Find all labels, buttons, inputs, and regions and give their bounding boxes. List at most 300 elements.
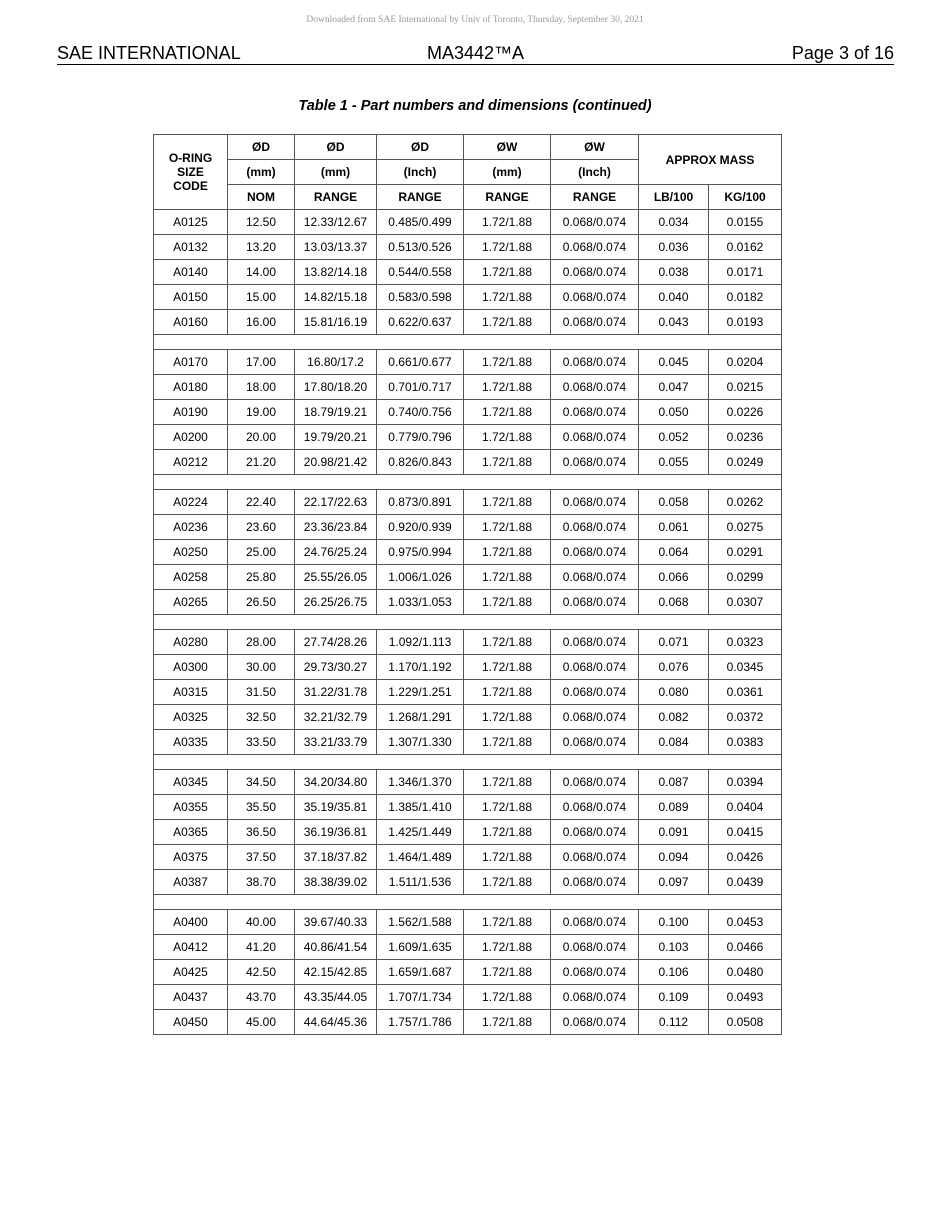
table-cell: 34.20/34.80 <box>295 770 377 795</box>
table-cell: 0.068/0.074 <box>551 845 639 870</box>
col-header-w-range-mm-symbol: ØW <box>464 135 551 160</box>
table-cell: 0.094 <box>639 845 709 870</box>
table-cell: 1.385/1.410 <box>377 795 464 820</box>
table-cell: 1.72/1.88 <box>464 590 551 615</box>
table-cell: 0.055 <box>639 450 709 475</box>
table-row <box>154 210 782 235</box>
table-cell: 0.068/0.074 <box>551 310 639 335</box>
table-cell: 0.068/0.074 <box>551 515 639 540</box>
table-row <box>154 515 782 540</box>
table-cell: 1.72/1.88 <box>464 490 551 515</box>
table-cell: 0.068/0.074 <box>551 870 639 895</box>
table-cell: 0.064 <box>639 540 709 565</box>
col-header-mass-lb: LB/100 <box>639 185 709 210</box>
table-cell: 43.70 <box>228 985 295 1010</box>
table-cell: 0.0394 <box>709 770 782 795</box>
table-cell: A0412 <box>154 935 228 960</box>
table-cell: 13.20 <box>228 235 295 260</box>
table-cell: 0.068/0.074 <box>551 910 639 935</box>
col-header-od-range-inch-symbol: ØD <box>377 135 464 160</box>
table-cell: 0.052 <box>639 425 709 450</box>
table-cell: 20.00 <box>228 425 295 450</box>
table-cell: 1.72/1.88 <box>464 795 551 820</box>
table-cell: 0.068/0.074 <box>551 630 639 655</box>
table-cell: 0.036 <box>639 235 709 260</box>
table-cell: 0.0372 <box>709 705 782 730</box>
table-cell: 0.0508 <box>709 1010 782 1035</box>
table-row <box>154 285 782 310</box>
table-cell: 0.047 <box>639 375 709 400</box>
group-separator-row <box>154 895 782 910</box>
table-row <box>154 655 782 680</box>
table-cell: 36.50 <box>228 820 295 845</box>
table-cell: 0.091 <box>639 820 709 845</box>
table-cell: 17.00 <box>228 350 295 375</box>
table-cell: 13.82/14.18 <box>295 260 377 285</box>
col-header-w-range-mm-unit: (mm) <box>464 160 551 185</box>
table-cell: 39.67/40.33 <box>295 910 377 935</box>
table-cell: 0.0236 <box>709 425 782 450</box>
table-cell: 0.038 <box>639 260 709 285</box>
table-cell: 0.583/0.598 <box>377 285 464 310</box>
table-cell: 0.0361 <box>709 680 782 705</box>
table-cell: 1.72/1.88 <box>464 540 551 565</box>
table-cell: 0.622/0.637 <box>377 310 464 335</box>
table-row <box>154 630 782 655</box>
table-cell: 22.17/22.63 <box>295 490 377 515</box>
table-cell: A0200 <box>154 425 228 450</box>
table-cell: A0170 <box>154 350 228 375</box>
table-row <box>154 540 782 565</box>
table-cell: A0265 <box>154 590 228 615</box>
table-row <box>154 705 782 730</box>
table-cell: 1.609/1.635 <box>377 935 464 960</box>
table-cell: A0387 <box>154 870 228 895</box>
table-cell: 0.068/0.074 <box>551 985 639 1010</box>
table-cell: A0150 <box>154 285 228 310</box>
table-cell: 1.72/1.88 <box>464 350 551 375</box>
col-header-w-range-inch-type: RANGE <box>551 185 639 210</box>
table-cell: 42.15/42.85 <box>295 960 377 985</box>
table-cell: 30.00 <box>228 655 295 680</box>
table-cell: 0.066 <box>639 565 709 590</box>
table-cell: 1.170/1.192 <box>377 655 464 680</box>
table-cell: 14.00 <box>228 260 295 285</box>
table-cell: A0160 <box>154 310 228 335</box>
table-cell: 29.73/30.27 <box>295 655 377 680</box>
table-cell: A0125 <box>154 210 228 235</box>
table-cell: 1.72/1.88 <box>464 565 551 590</box>
table-cell: 1.72/1.88 <box>464 770 551 795</box>
table-cell: 0.061 <box>639 515 709 540</box>
table-cell: 1.033/1.053 <box>377 590 464 615</box>
table-cell: 0.106 <box>639 960 709 985</box>
table-cell: 21.20 <box>228 450 295 475</box>
col-header-od-nom-type: NOM <box>228 185 295 210</box>
table-row <box>154 770 782 795</box>
table-row <box>154 910 782 935</box>
table-cell: 0.740/0.756 <box>377 400 464 425</box>
table-cell: 36.19/36.81 <box>295 820 377 845</box>
table-cell: 0.0291 <box>709 540 782 565</box>
table-row <box>154 680 782 705</box>
col-header-w-range-inch-symbol: ØW <box>551 135 639 160</box>
table-cell: A0190 <box>154 400 228 425</box>
table-cell: 37.18/37.82 <box>295 845 377 870</box>
table-cell: 0.0404 <box>709 795 782 820</box>
table-cell: 0.068/0.074 <box>551 540 639 565</box>
table-cell: 25.00 <box>228 540 295 565</box>
col-header-od-range-mm-unit: (mm) <box>295 160 377 185</box>
table-cell: 25.80 <box>228 565 295 590</box>
table-cell: 44.64/45.36 <box>295 1010 377 1035</box>
table-cell: 15.00 <box>228 285 295 310</box>
table-cell: 40.00 <box>228 910 295 935</box>
table-cell: A0212 <box>154 450 228 475</box>
group-separator-row <box>154 335 782 350</box>
table-row <box>154 590 782 615</box>
table-cell: 1.425/1.449 <box>377 820 464 845</box>
col-header-od-range-mm-type: RANGE <box>295 185 377 210</box>
table-cell: 0.0226 <box>709 400 782 425</box>
table-cell: 31.50 <box>228 680 295 705</box>
table-cell: 0.0215 <box>709 375 782 400</box>
table-cell: 0.109 <box>639 985 709 1010</box>
table-cell: 0.0415 <box>709 820 782 845</box>
table-cell: 1.707/1.734 <box>377 985 464 1010</box>
table-cell: 0.103 <box>639 935 709 960</box>
table-cell: 37.50 <box>228 845 295 870</box>
table-cell: 0.045 <box>639 350 709 375</box>
table-cell: 12.50 <box>228 210 295 235</box>
table-cell: 0.089 <box>639 795 709 820</box>
table-cell: 0.068/0.074 <box>551 590 639 615</box>
table-cell: 0.071 <box>639 630 709 655</box>
table-cell: 42.50 <box>228 960 295 985</box>
table-cell: A0365 <box>154 820 228 845</box>
table-cell: 14.82/15.18 <box>295 285 377 310</box>
table-cell: 1.72/1.88 <box>464 210 551 235</box>
table-cell: 18.00 <box>228 375 295 400</box>
table-row <box>154 375 782 400</box>
table-cell: A0140 <box>154 260 228 285</box>
col-header-od-range-mm-symbol: ØD <box>295 135 377 160</box>
table-cell: 16.00 <box>228 310 295 335</box>
col-header-mass-kg: KG/100 <box>709 185 782 210</box>
table-cell: 0.040 <box>639 285 709 310</box>
table-cell: 0.701/0.717 <box>377 375 464 400</box>
table-cell: 0.920/0.939 <box>377 515 464 540</box>
table-cell: 0.0262 <box>709 490 782 515</box>
table-row <box>154 400 782 425</box>
table-cell: 31.22/31.78 <box>295 680 377 705</box>
table-cell: 0.068/0.074 <box>551 565 639 590</box>
table-cell: 0.0299 <box>709 565 782 590</box>
table-cell: 0.068/0.074 <box>551 375 639 400</box>
table-cell: 43.35/44.05 <box>295 985 377 1010</box>
table-cell: 40.86/41.54 <box>295 935 377 960</box>
table-cell: 0.485/0.499 <box>377 210 464 235</box>
table-row <box>154 820 782 845</box>
table-cell: 1.268/1.291 <box>377 705 464 730</box>
header-row-type <box>154 185 782 210</box>
table-cell: 0.0383 <box>709 730 782 755</box>
separator-cell <box>154 895 782 910</box>
table-cell: A0450 <box>154 1010 228 1035</box>
table-cell: 1.757/1.786 <box>377 1010 464 1035</box>
table-cell: 0.068/0.074 <box>551 210 639 235</box>
table-cell: 1.72/1.88 <box>464 450 551 475</box>
table-cell: A0375 <box>154 845 228 870</box>
table-cell: 0.826/0.843 <box>377 450 464 475</box>
table-cell: 1.72/1.88 <box>464 910 551 935</box>
table-cell: 1.72/1.88 <box>464 655 551 680</box>
table-title: Table 1 - Part numbers and dimensions (continued) <box>298 98 652 114</box>
table-cell: 19.79/20.21 <box>295 425 377 450</box>
table-row <box>154 960 782 985</box>
table-cell: 0.068/0.074 <box>551 400 639 425</box>
table-row <box>154 1010 782 1035</box>
table-cell: 1.72/1.88 <box>464 260 551 285</box>
table-cell: 0.0453 <box>709 910 782 935</box>
table-cell: 0.0249 <box>709 450 782 475</box>
table-cell: 38.70 <box>228 870 295 895</box>
table-cell: 38.38/39.02 <box>295 870 377 895</box>
table-cell: 13.03/13.37 <box>295 235 377 260</box>
table-cell: 1.562/1.588 <box>377 910 464 935</box>
table-cell: 1.72/1.88 <box>464 680 551 705</box>
table-cell: 20.98/21.42 <box>295 450 377 475</box>
table-cell: 1.72/1.88 <box>464 375 551 400</box>
table-row <box>154 565 782 590</box>
group-separator-row <box>154 755 782 770</box>
part-numbers-table <box>153 134 782 1035</box>
table-cell: 1.72/1.88 <box>464 705 551 730</box>
table-row <box>154 985 782 1010</box>
table-cell: 25.55/26.05 <box>295 565 377 590</box>
download-notice: Downloaded from SAE International by Univ of Toronto, Thursday, September 30, 2021 <box>306 15 644 25</box>
table-cell: 0.513/0.526 <box>377 235 464 260</box>
table-cell: 27.74/28.26 <box>295 630 377 655</box>
col-header-od-range-inch-type: RANGE <box>377 185 464 210</box>
table-cell: 0.068/0.074 <box>551 705 639 730</box>
table-cell: 32.21/32.79 <box>295 705 377 730</box>
table-row <box>154 310 782 335</box>
table-row <box>154 450 782 475</box>
table-cell: 35.50 <box>228 795 295 820</box>
table-cell: 0.068/0.074 <box>551 285 639 310</box>
table-cell: 19.00 <box>228 400 295 425</box>
table-cell: 0.544/0.558 <box>377 260 464 285</box>
table-cell: 24.76/25.24 <box>295 540 377 565</box>
table-cell: 0.068/0.074 <box>551 730 639 755</box>
table-cell: A0315 <box>154 680 228 705</box>
table-cell: 0.068/0.074 <box>551 260 639 285</box>
table-row <box>154 845 782 870</box>
table-cell: A0345 <box>154 770 228 795</box>
table-cell: 1.72/1.88 <box>464 630 551 655</box>
table-cell: A0300 <box>154 655 228 680</box>
table-cell: 0.0162 <box>709 235 782 260</box>
table-cell: 1.72/1.88 <box>464 285 551 310</box>
table-cell: 1.72/1.88 <box>464 1010 551 1035</box>
table-cell: 0.0466 <box>709 935 782 960</box>
table-row <box>154 350 782 375</box>
table-cell: 35.19/35.81 <box>295 795 377 820</box>
table-cell: 0.0426 <box>709 845 782 870</box>
table-cell: A0355 <box>154 795 228 820</box>
table-cell: 1.72/1.88 <box>464 960 551 985</box>
table-cell: A0132 <box>154 235 228 260</box>
col-header-w-range-inch-unit: (Inch) <box>551 160 639 185</box>
table-row <box>154 730 782 755</box>
table-cell: 0.043 <box>639 310 709 335</box>
table-cell: 0.084 <box>639 730 709 755</box>
table-cell: 0.0345 <box>709 655 782 680</box>
table-cell: 22.40 <box>228 490 295 515</box>
table-cell: 1.346/1.370 <box>377 770 464 795</box>
table-cell: 0.0155 <box>709 210 782 235</box>
table-cell: 16.80/17.2 <box>295 350 377 375</box>
table-row <box>154 235 782 260</box>
table-body <box>154 210 782 1035</box>
table-cell: 0.068/0.074 <box>551 235 639 260</box>
table-cell: 1.659/1.687 <box>377 960 464 985</box>
table-cell: A0400 <box>154 910 228 935</box>
table-cell: 1.72/1.88 <box>464 820 551 845</box>
table-cell: 1.464/1.489 <box>377 845 464 870</box>
table-cell: 0.068/0.074 <box>551 350 639 375</box>
table-cell: 0.082 <box>639 705 709 730</box>
table-cell: 0.0439 <box>709 870 782 895</box>
table-cell: 33.21/33.79 <box>295 730 377 755</box>
table-cell: 0.068/0.074 <box>551 820 639 845</box>
page-header <box>57 43 894 65</box>
table-cell: 0.0323 <box>709 630 782 655</box>
col-header-approx-mass: APPROX MASS <box>639 135 782 185</box>
table-cell: A0280 <box>154 630 228 655</box>
table-row <box>154 490 782 515</box>
table-cell: 0.0493 <box>709 985 782 1010</box>
table-cell: 0.068/0.074 <box>551 795 639 820</box>
table-cell: 45.00 <box>228 1010 295 1035</box>
header-doc-number: MA3442™A <box>426 43 525 63</box>
table-cell: 0.0275 <box>709 515 782 540</box>
separator-cell <box>154 335 782 350</box>
table-cell: 0.0307 <box>709 590 782 615</box>
table-cell: 34.50 <box>228 770 295 795</box>
table-cell: 1.72/1.88 <box>464 515 551 540</box>
table-row <box>154 425 782 450</box>
table-cell: 1.72/1.88 <box>464 400 551 425</box>
table-cell: 0.0182 <box>709 285 782 310</box>
table-cell: A0335 <box>154 730 228 755</box>
table-cell: 0.068/0.074 <box>551 770 639 795</box>
table-cell: 1.006/1.026 <box>377 565 464 590</box>
table-cell: 0.068/0.074 <box>551 490 639 515</box>
separator-cell <box>154 755 782 770</box>
table-cell: 0.068/0.074 <box>551 935 639 960</box>
table-cell: 26.25/26.75 <box>295 590 377 615</box>
header-row-symbol <box>154 135 782 160</box>
table-cell: 1.72/1.88 <box>464 730 551 755</box>
table-cell: A0325 <box>154 705 228 730</box>
table-cell: 0.068/0.074 <box>551 960 639 985</box>
table-cell: 1.092/1.113 <box>377 630 464 655</box>
table-cell: 0.087 <box>639 770 709 795</box>
table-cell: 0.080 <box>639 680 709 705</box>
table-cell: 28.00 <box>228 630 295 655</box>
table-cell: 0.068/0.074 <box>551 680 639 705</box>
separator-cell <box>154 615 782 630</box>
separator-cell <box>154 475 782 490</box>
table-cell: 0.100 <box>639 910 709 935</box>
col-header-od-range-inch-unit: (Inch) <box>377 160 464 185</box>
table-cell: 0.068/0.074 <box>551 425 639 450</box>
table-cell: 26.50 <box>228 590 295 615</box>
table-cell: 23.36/23.84 <box>295 515 377 540</box>
table-cell: 0.975/0.994 <box>377 540 464 565</box>
group-separator-row <box>154 615 782 630</box>
table-cell: 12.33/12.67 <box>295 210 377 235</box>
table-row <box>154 935 782 960</box>
col-header-od-nom-unit: (mm) <box>228 160 295 185</box>
table-cell: 23.60 <box>228 515 295 540</box>
table-cell: 0.0204 <box>709 350 782 375</box>
table-cell: 1.72/1.88 <box>464 425 551 450</box>
header-page-number: Page 3 of 16 <box>791 43 894 63</box>
table-row <box>154 260 782 285</box>
table-cell: 15.81/16.19 <box>295 310 377 335</box>
table-cell: A0258 <box>154 565 228 590</box>
table-cell: 0.068 <box>639 590 709 615</box>
table-cell: 0.068/0.074 <box>551 450 639 475</box>
table-cell: 0.076 <box>639 655 709 680</box>
table-cell: 0.0480 <box>709 960 782 985</box>
table-cell: 0.112 <box>639 1010 709 1035</box>
table-cell: A0180 <box>154 375 228 400</box>
table-row <box>154 795 782 820</box>
table-cell: 0.068/0.074 <box>551 655 639 680</box>
table-cell: 0.873/0.891 <box>377 490 464 515</box>
table-cell: 0.034 <box>639 210 709 235</box>
table-cell: 0.097 <box>639 870 709 895</box>
table-cell: A0250 <box>154 540 228 565</box>
group-separator-row <box>154 475 782 490</box>
table-cell: 0.050 <box>639 400 709 425</box>
table-cell: A0425 <box>154 960 228 985</box>
table-cell: A0236 <box>154 515 228 540</box>
table-cell: 1.72/1.88 <box>464 310 551 335</box>
table-cell: 1.307/1.330 <box>377 730 464 755</box>
table-cell: 33.50 <box>228 730 295 755</box>
table-cell: 1.72/1.88 <box>464 985 551 1010</box>
table-cell: 0.058 <box>639 490 709 515</box>
table-cell: 18.79/19.21 <box>295 400 377 425</box>
table-cell: 0.661/0.677 <box>377 350 464 375</box>
col-header-w-range-mm-type: RANGE <box>464 185 551 210</box>
table-cell: 0.779/0.796 <box>377 425 464 450</box>
col-header-size-code: O-RING SIZE CODE <box>154 135 228 210</box>
table-cell: 0.068/0.074 <box>551 1010 639 1035</box>
table-row <box>154 870 782 895</box>
table-cell: 0.0171 <box>709 260 782 285</box>
table-cell: 17.80/18.20 <box>295 375 377 400</box>
header-org: SAE INTERNATIONAL <box>57 43 241 63</box>
table-cell: 1.72/1.88 <box>464 935 551 960</box>
table-cell: 0.0193 <box>709 310 782 335</box>
col-header-od-nom-symbol: ØD <box>228 135 295 160</box>
